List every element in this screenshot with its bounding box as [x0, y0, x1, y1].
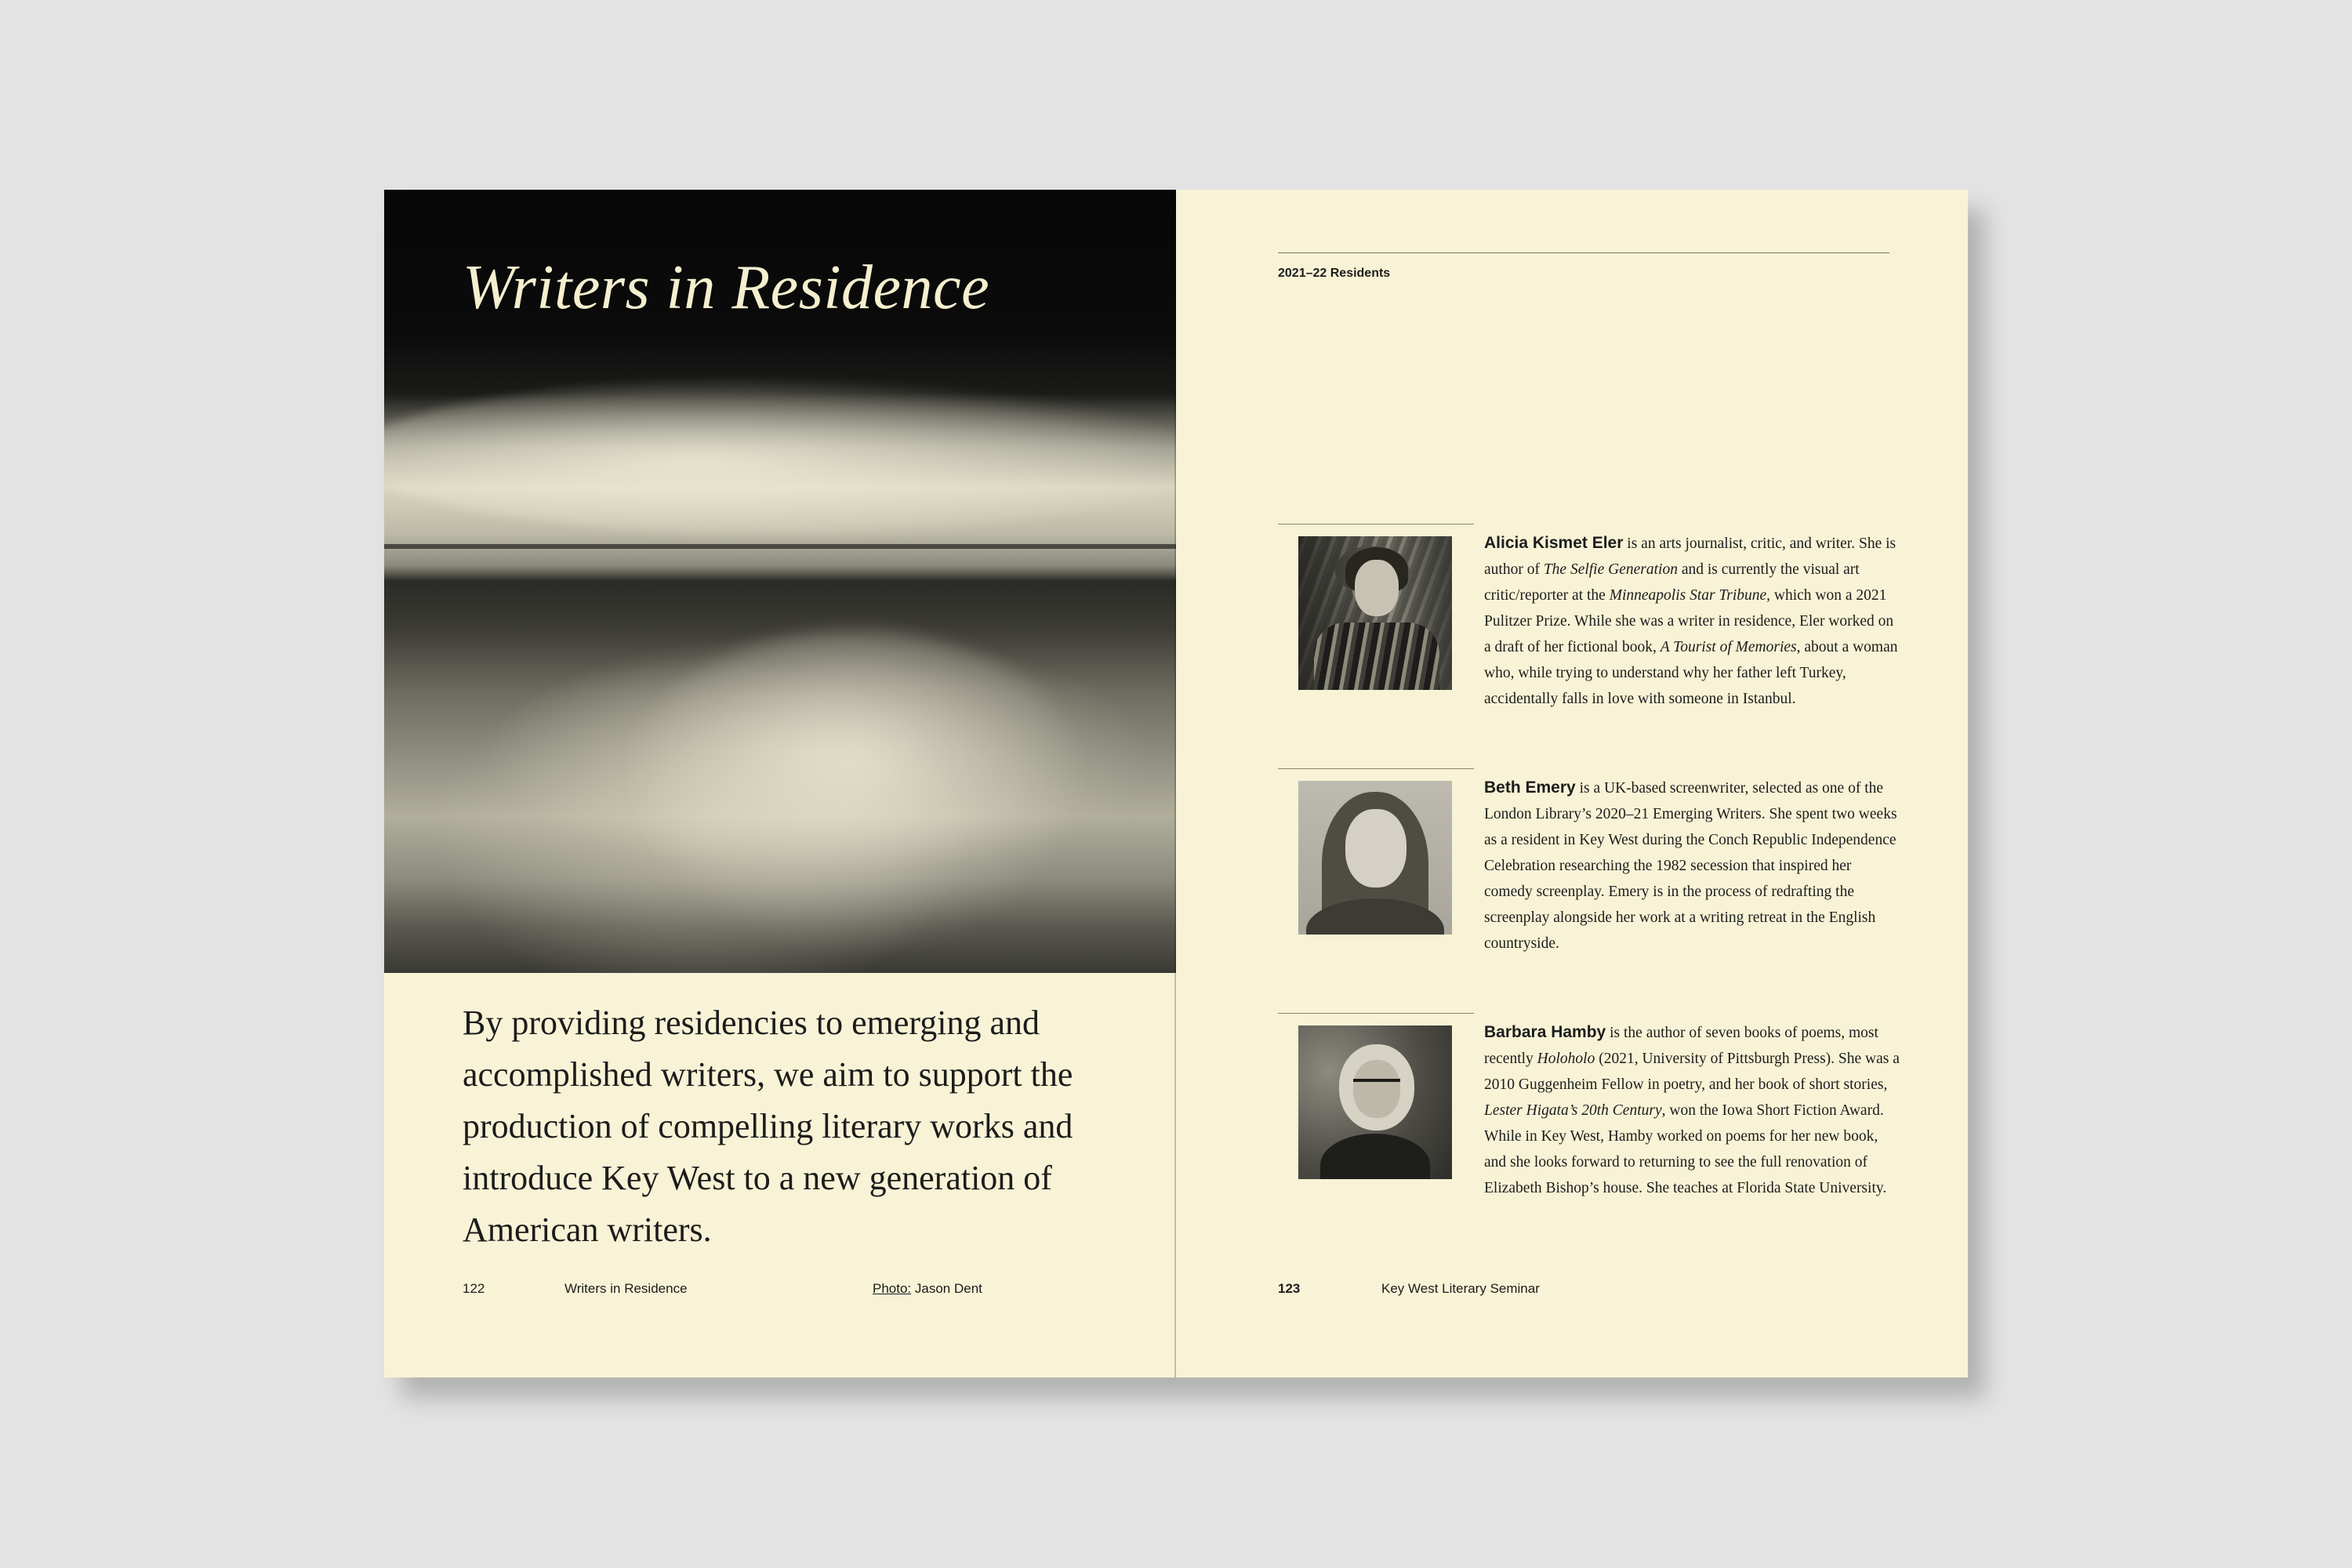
page-title: Writers in Residence — [463, 253, 990, 322]
header-rule — [1278, 252, 1889, 253]
photo-credit — [873, 1281, 982, 1297]
book-title: Minneapolis Star Tribune — [1609, 587, 1767, 604]
left-page — [384, 190, 1176, 1377]
resident-bio — [1484, 530, 1900, 712]
photo-horizon — [384, 544, 1176, 549]
entry-rule — [1278, 768, 1474, 769]
page-number-right: 123 — [1278, 1281, 1301, 1296]
running-head-left: Writers in Residence — [564, 1281, 688, 1296]
resident-bio — [1484, 775, 1900, 956]
book-spread — [384, 190, 1968, 1377]
resident-bio-text: is a UK-based screenwriter, selected as one of the London Library’s 2020–21 Emerging Writers. She spent two weeks as a resident in Key West during the Conch Republic Independence Celebration researching the 1982 secession that inspired her comedy screenplay. Emery is in the process of redrafting the screenplay alongside her work at a writing retreat in the English countryside. — [1484, 780, 1897, 952]
book-title: A Tourist of Memories — [1660, 639, 1797, 655]
right-page — [1176, 190, 1968, 1377]
book-title: Lester Higata’s 20th Century — [1484, 1102, 1662, 1119]
resident-bio-text: is the author of seven books of poems, most recently Holoholo (2021, University of Pittsburgh Press). She was a 2010 Guggenheim Fellow in poetry, and her book of short stories, Lester Higata’s 20th Century, won the Iowa Short Fiction Award. While in Key West, Hamby worked on poems for her new book, and she looks forward to returning to see the full renovation of Elizabeth Bishop’s house. She teaches at Florida State University. — [1484, 1025, 1900, 1196]
book-title: The Selfie Generation — [1543, 561, 1678, 578]
resident-bio-text: is an arts journalist, critic, and writer. She is author of The Selfie Generation and is currently the visual art critic/reporter at the Minneapolis Star Tribune, which won a 2021 Pulitzer Prize. While she was a writer in residence, Eler worked on a draft of her fictional book, A Tourist of Memories, about a woman who, while trying to understand why her father left Turkey, accidentally falls in love with someone in Istanbul. — [1484, 535, 1898, 707]
running-head-right: Key West Literary Seminar — [1381, 1281, 1540, 1296]
intro-paragraph: By providing residencies to emerging and accomplished writers, we aim to support the production of compelling literary works and introduce Key West to a new generation of American writers. — [463, 1004, 1073, 1249]
photo-mist — [384, 378, 1176, 535]
entry-rule — [1278, 1013, 1474, 1014]
resident-bio — [1484, 1019, 1900, 1201]
section-label: 2021–22 Residents — [1278, 267, 1391, 280]
resident-name: Alicia Kismet Eler — [1484, 534, 1624, 552]
portrait-photo — [1298, 536, 1452, 690]
portrait-photo — [1298, 781, 1452, 935]
resident-name: Barbara Hamby — [1484, 1023, 1606, 1041]
page-number-left: 122 — [463, 1281, 485, 1296]
resident-name: Beth Emery — [1484, 779, 1576, 797]
portrait-photo — [1298, 1025, 1452, 1179]
wave-photo — [384, 190, 1176, 973]
photo-credit-name: Jason Dent — [911, 1281, 982, 1296]
photo-spray — [619, 629, 1090, 958]
book-title: Holoholo — [1537, 1051, 1595, 1067]
photo-credit-label: Photo: — [873, 1281, 912, 1296]
